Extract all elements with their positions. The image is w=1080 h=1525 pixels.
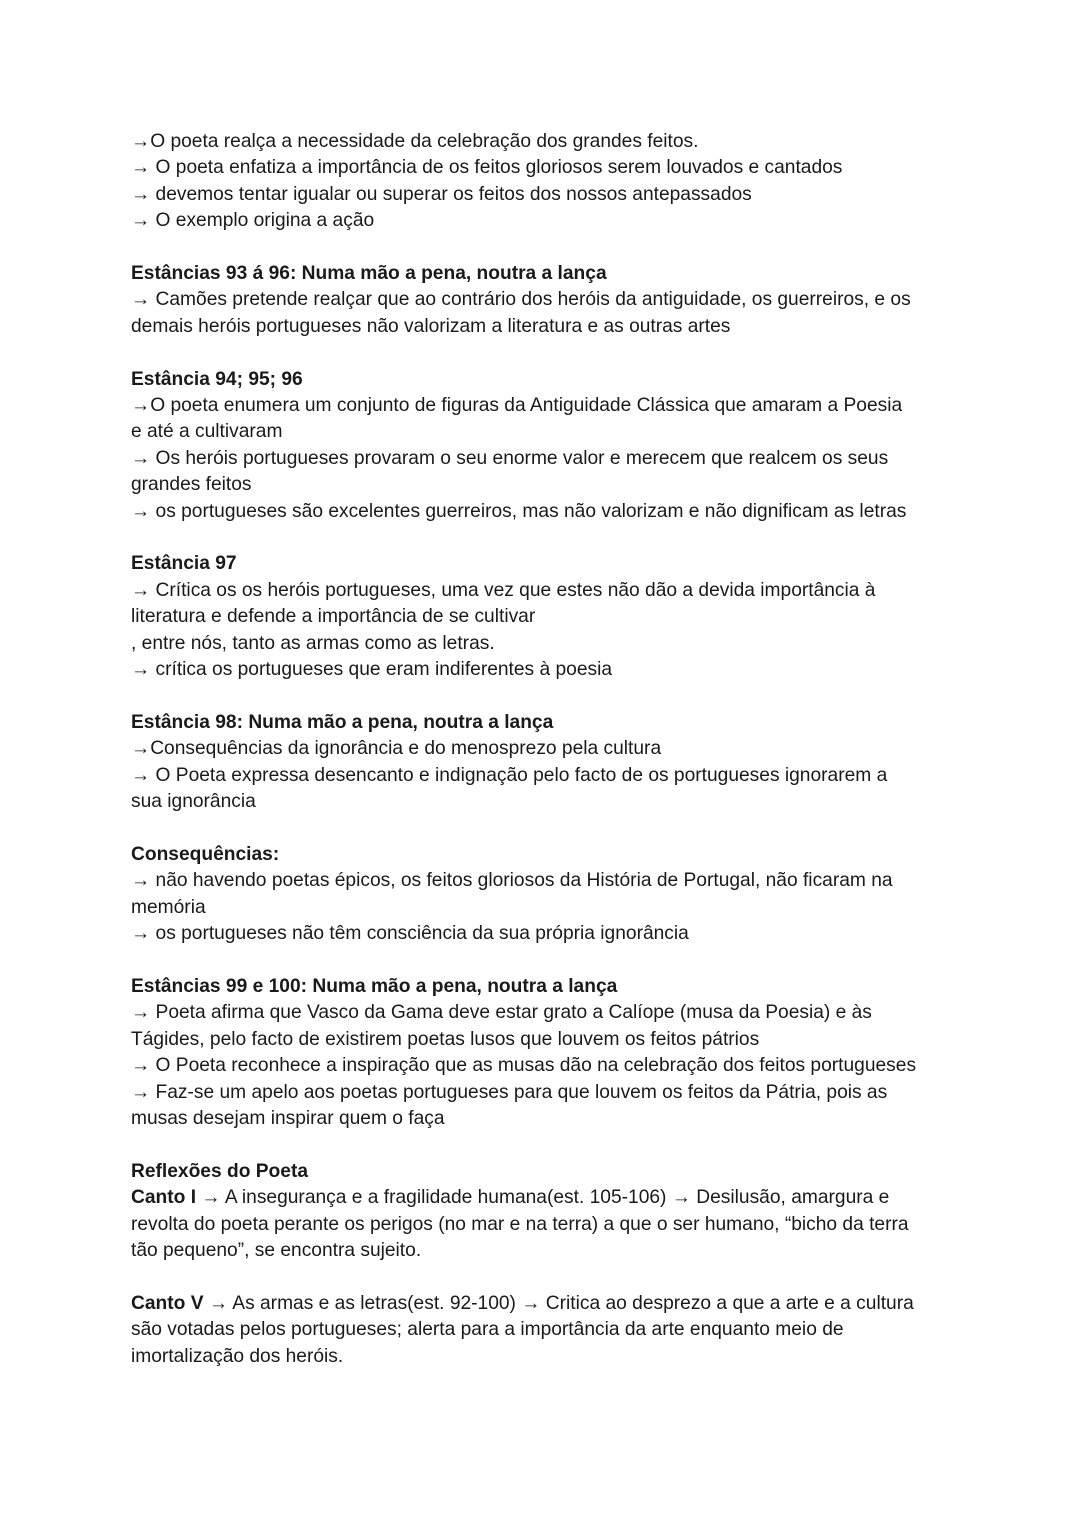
section-reflexoes: [131, 1159, 961, 1370]
text-line: → crítica os portugueses que eram indiferentes à poesia: [131, 659, 613, 681]
document-page: [131, 129, 961, 1370]
text-line: → Camões pretende realçar que ao contrário dos heróis da antiguidade, os guerreiros, e os: [131, 289, 911, 311]
text-line: → os portugueses não têm consciência da sua própria ignorância: [131, 923, 689, 945]
spacer: [131, 816, 961, 842]
section-estancias-93-96: [131, 261, 961, 340]
text-line: , entre nós, tanto as armas como as letras.: [131, 632, 495, 654]
text-line: memória: [131, 896, 206, 918]
canto-v-line: [131, 1291, 961, 1317]
intro-line: → O poeta enfatiza a importância de os feitos gloriosos serem louvados e cantados: [131, 157, 843, 179]
section-consequencias: [131, 842, 961, 948]
text-line: demais heróis portugueses não valorizam a literatura e as outras artes: [131, 315, 731, 337]
canto-i-text: → A insegurança e a fragilidade humana(est. 105-106) → Desilusão, amargura e: [196, 1187, 890, 1209]
text-line: → os portugueses são excelentes guerreiros, mas não valorizam e não dignificam as letras: [131, 500, 907, 522]
text-line: → Faz-se um apelo aos poetas portugueses para que louvem os feitos da Pátria, pois as: [131, 1081, 888, 1103]
section-heading: Estâncias 99 e 100: Numa mão a pena, noutra a lança: [131, 975, 618, 997]
section-heading: Reflexões do Poeta: [131, 1160, 309, 1182]
text-line: grandes feitos: [131, 474, 252, 496]
text-line: e até a cultivaram: [131, 421, 283, 443]
text-line: → O Poeta reconhece a inspiração que as musas dão na celebração dos feitos portugueses: [131, 1055, 917, 1077]
canto-v-label: Canto V: [131, 1292, 204, 1314]
spacer: [131, 235, 961, 261]
section-heading: Estância 94; 95; 96: [131, 368, 303, 390]
section-estancias-99-100: [131, 974, 961, 1132]
section-estancia-94-95-96: [131, 367, 961, 525]
text-line: literatura e defende a importância de se cultivar: [131, 606, 536, 628]
canto-i-line: [131, 1185, 961, 1211]
spacer: [131, 683, 961, 709]
intro-line: → devemos tentar igualar ou superar os feitos dos nossos antepassados: [131, 183, 752, 205]
text-line: imortalização dos heróis.: [131, 1345, 344, 1367]
intro-line: → O exemplo origina a ação: [131, 210, 375, 232]
text-line: Tágides, pelo facto de existirem poetas lusos que louvem os feitos pátrios: [131, 1028, 760, 1050]
spacer: [131, 948, 961, 974]
spacer: [131, 340, 961, 366]
section-estancia-98: [131, 710, 961, 816]
text-line: → O Poeta expressa desencanto e indignação pelo facto de os portugueses ignorarem a: [131, 764, 888, 786]
text-line: → Crítica os os heróis portugueses, uma vez que estes não dão a devida importância à: [131, 579, 876, 601]
intro-line: →O poeta realça a necessidade da celebração dos grandes feitos.: [131, 131, 699, 152]
text-line: são votadas pelos portugueses; alerta para a importância da arte enquanto meio de: [131, 1319, 844, 1341]
canto-v-text: → As armas e as letras(est. 92-100) → Critica ao desprezo a que a arte e a cultura: [203, 1292, 914, 1314]
text-line: → não havendo poetas épicos, os feitos gloriosos da História de Portugal, não ficaram na: [131, 870, 893, 892]
text-line: revolta do poeta perante os perigos (no mar e na terra) a que o ser humano, “bicho da terra: [131, 1213, 909, 1235]
text-line: →Consequências da ignorância e do menosprezo pela cultura: [131, 738, 662, 760]
section-heading: Estância 98: Numa mão a pena, noutra a lança: [131, 711, 554, 733]
text-line: → Os heróis portugueses provaram o seu enorme valor e merecem que realcem os seus: [131, 447, 889, 469]
text-line: →O poeta enumera um conjunto de figuras da Antiguidade Clássica que amaram a Poesia: [131, 395, 903, 417]
section-heading: Estância 97: [131, 553, 237, 575]
spacer: [131, 1132, 961, 1158]
text-line: tão pequeno”, se encontra sujeito.: [131, 1239, 422, 1261]
text-line: sua ignorância: [131, 791, 256, 813]
text-line: musas desejam inspirar quem o faça: [131, 1107, 445, 1129]
canto-i-label: Canto I: [131, 1187, 197, 1209]
spacer: [131, 525, 961, 551]
intro-section: [131, 129, 961, 235]
section-heading: Estâncias 93 á 96: Numa mão a pena, noutra a lança: [131, 263, 607, 285]
spacer: [131, 1264, 961, 1290]
section-heading: Consequências:: [131, 843, 280, 865]
section-estancia-97: [131, 551, 961, 683]
text-line: → Poeta afirma que Vasco da Gama deve estar grato a Calíope (musa da Poesia) e às: [131, 1002, 872, 1024]
